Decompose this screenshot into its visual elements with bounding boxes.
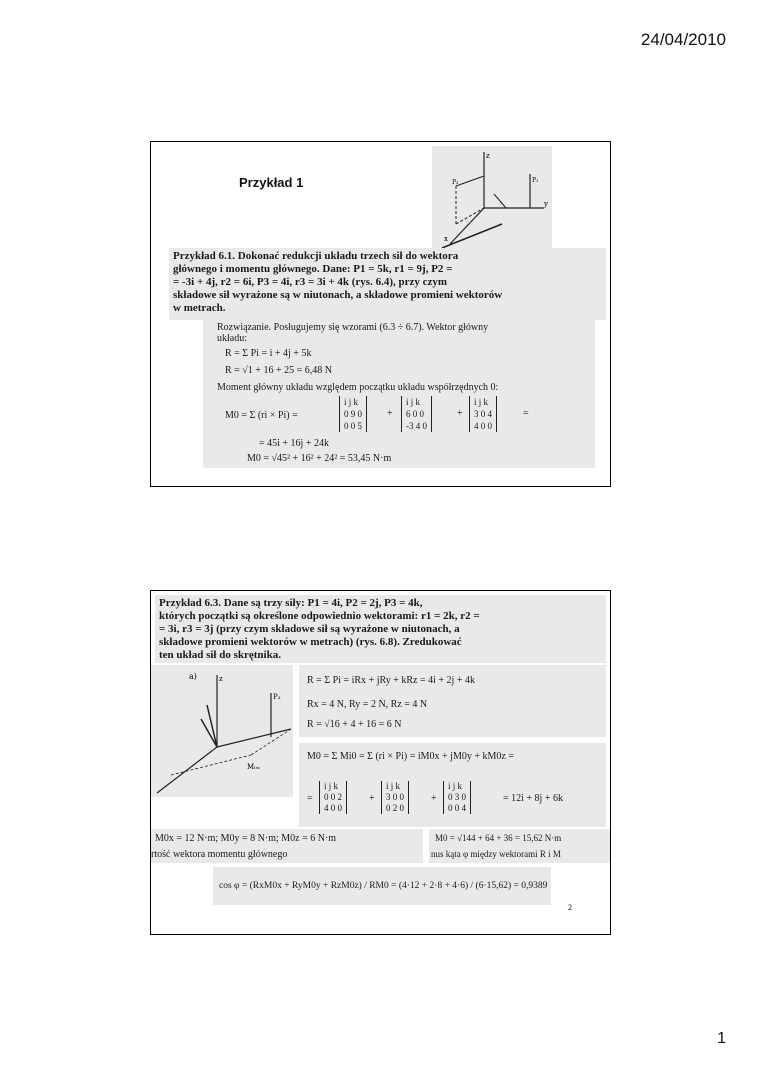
page-date: 24/04/2010 — [640, 30, 726, 49]
svg-text:x: x — [444, 235, 448, 243]
plus-sign: + — [387, 408, 393, 419]
problem-line: Przykład 6.3. Dane są trzy siły: P1 = 4i, P2 = 2j, P3 = 4k, — [159, 597, 423, 609]
determinant: i j k 0 9 0 0 0 5 — [339, 396, 367, 432]
solution-line: Rozwiązanie. Posługujemy się wzorami (6.3 ÷ 6.7). Wektor główny — [217, 322, 489, 333]
solution-line: R = Σ Pi = i + 4j + 5k — [225, 348, 312, 359]
equation-line: M0 = √144 + 64 + 36 = 15,62 N·m — [435, 833, 562, 843]
equation-line: nus kąta φ między wektorami R i M — [431, 849, 561, 859]
problem-line: = 3i, r3 = 3j (przy czym składowe sił są wyrażone w niutonach, a — [159, 623, 460, 635]
equation-line: rtość wektora momentu głównego — [151, 849, 288, 860]
equation-line: M0x = 12 N·m; M0y = 8 N·m; M0z = 6 N·m — [155, 833, 337, 844]
determinant: i j k 3 0 0 0 2 0 — [381, 781, 409, 814]
force-diagram-figure — [432, 146, 552, 248]
problem-line: składowe promieni wektorów w metrach) (rys. 6.8). Zredukować — [159, 636, 462, 648]
figure-label: a) — [189, 672, 197, 681]
solution-line: M0 = √45² + 16² + 24² = 53,45 N·m — [247, 453, 392, 464]
slide-2 — [150, 590, 611, 935]
equals-sign: = — [307, 793, 313, 804]
equation-line: Rx = 4 N, Ry = 2 N, Rz = 4 N — [307, 699, 428, 710]
equation-line: cos φ = (RxM0x + RyM0y + RzM0z) / RM0 = (4·12 + 2·8 + 4·6) / (6·15,62) = 0,9389 — [219, 881, 548, 891]
solution-line: = 45i + 16j + 24k — [259, 438, 329, 449]
equation-line: = 12i + 8j + 6k — [503, 793, 563, 804]
svg-text:P₃: P₃ — [273, 693, 281, 701]
equation-line: R = Σ Pi = iRx + jRy + kRz = 4i + 2j + 4k — [307, 675, 475, 686]
plus-sign: + — [431, 793, 437, 804]
equals-sign: = — [523, 408, 529, 419]
svg-text:z: z — [486, 152, 490, 160]
problem-line: w metrach. — [173, 302, 226, 314]
problem-line: głównego i momentu głównego. Dane: P1 = 5k, r1 = 9j, P2 = — [173, 263, 453, 275]
svg-text:P₁: P₁ — [532, 177, 539, 184]
equation-line: M0 = Σ Mi0 = Σ (ri × Pi) = iM0x + jM0y + kM0z = — [307, 751, 514, 762]
problem-line: składowe sił wyrażone są w niutonach, a składowe promieni wektorów — [173, 289, 503, 301]
determinant: i j k 3 0 4 4 0 0 — [469, 396, 497, 432]
slide-number: 2 — [568, 903, 572, 912]
determinant: i j k 6 0 0 -3 4 0 — [401, 396, 432, 432]
svg-text:z: z — [219, 675, 223, 683]
determinant: i j k 0 0 2 4 0 0 — [319, 781, 347, 814]
solution-line: Moment główny układu względem początku układu współrzędnych 0: — [217, 382, 499, 393]
slide-title: Przykład 1 — [239, 175, 304, 190]
equation-line: R = √16 + 4 + 16 = 6 N — [307, 719, 402, 730]
solution-line: R = √1 + 16 + 25 = 6,48 N — [225, 365, 332, 376]
page-number: 1 — [717, 1030, 726, 1047]
solution-line: M0 = Σ (ri × Pi) = — [225, 410, 298, 421]
solution-line: układu: — [217, 333, 247, 344]
svg-text:P₃: P₃ — [452, 179, 459, 186]
slide-1 — [150, 141, 611, 487]
determinant: i j k 0 3 0 0 0 4 — [443, 781, 471, 814]
problem-line: których początki są określone odpowiednio wektorami: r1 = 2k, r2 = — [159, 610, 480, 622]
svg-text:M₀ₓ: M₀ₓ — [247, 763, 260, 771]
problem-line: Przykład 6.1. Dokonać redukcji układu trzech sił do wektora — [173, 250, 459, 262]
problem-line: = -3i + 4j, r2 = 6i, P3 = 4i, r3 = 3i + 4k (rys. 6.4), przy czym — [173, 276, 448, 288]
plus-sign: + — [369, 793, 375, 804]
plus-sign: + — [457, 408, 463, 419]
force-diagram-figure — [151, 665, 293, 797]
svg-text:y: y — [544, 200, 548, 208]
problem-line: ten układ sił do skrętnika. — [159, 649, 281, 661]
